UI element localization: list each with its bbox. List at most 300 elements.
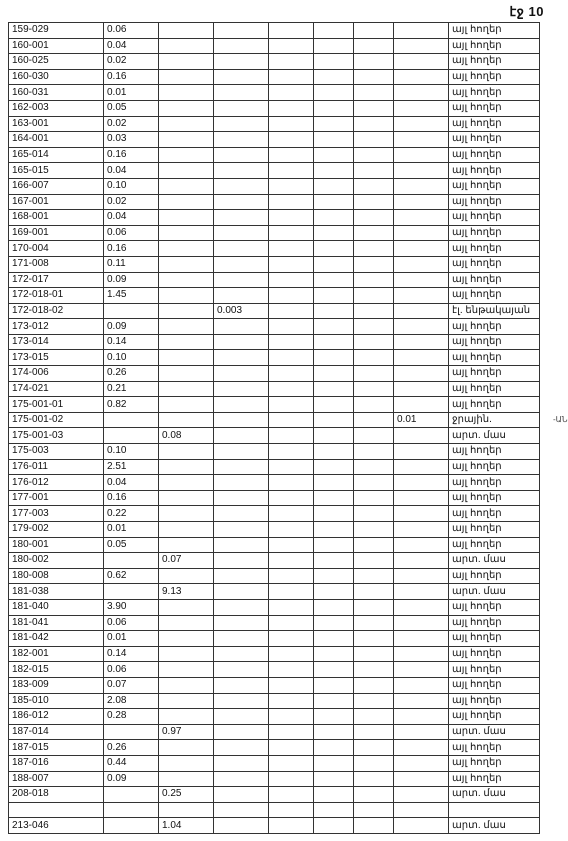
empty-column-f-cell (354, 662, 394, 678)
empty-column-d-cell (269, 818, 314, 834)
area-column-c-cell (214, 506, 269, 522)
table-row (9, 397, 540, 413)
parcel-code-cell: 186-012 (9, 709, 104, 725)
table-row (9, 428, 540, 444)
parcel-code-cell: 181-041 (9, 615, 104, 631)
area-column-b-cell (159, 116, 214, 132)
empty-column-d-cell (269, 740, 314, 756)
area-column-c-cell (214, 210, 269, 226)
empty-column-d-cell (269, 147, 314, 163)
empty-column-e-cell (314, 490, 354, 506)
area-column-b-cell (159, 69, 214, 85)
area-column-b-cell (159, 303, 214, 319)
area-column-b-cell (159, 54, 214, 70)
area-column-a-cell: 0.02 (104, 194, 159, 210)
table-row (9, 303, 540, 319)
empty-column-e-cell (314, 677, 354, 693)
land-type-cell: այլ հողեր (449, 100, 540, 116)
land-type-cell: արտ. մաս (449, 584, 540, 600)
land-type-cell: արտ. մաս (449, 428, 540, 444)
empty-column-d-cell (269, 755, 314, 771)
empty-column-d-cell (269, 553, 314, 569)
area-column-b-cell: 9.13 (159, 584, 214, 600)
area-column-a-cell: 0.16 (104, 147, 159, 163)
area-column-b-cell: 0.08 (159, 428, 214, 444)
area-column-c-cell (214, 100, 269, 116)
area-column-b-cell (159, 709, 214, 725)
empty-column-f-cell (354, 100, 394, 116)
area-column-a-cell: 0.05 (104, 100, 159, 116)
table-row (9, 584, 540, 600)
area-column-g-cell (394, 38, 449, 54)
empty-column-f-cell (354, 412, 394, 428)
area-column-a-cell: 0.11 (104, 256, 159, 272)
parcel-code-cell: 180-001 (9, 537, 104, 553)
empty-column-e-cell (314, 615, 354, 631)
area-column-b-cell (159, 646, 214, 662)
area-column-c-cell (214, 568, 269, 584)
area-column-a-cell (104, 818, 159, 834)
land-type-cell: այլ հողեր (449, 599, 540, 615)
empty-column-e-cell (314, 288, 354, 304)
empty-column-d-cell (269, 693, 314, 709)
area-column-b-cell (159, 631, 214, 647)
land-type-cell: այլ հողեր (449, 194, 540, 210)
empty-column-f-cell (354, 802, 394, 818)
empty-column-f-cell (354, 677, 394, 693)
empty-column-d-cell (269, 459, 314, 475)
parcel-code-cell: 181-038 (9, 584, 104, 600)
area-column-c-cell (214, 178, 269, 194)
area-column-c-cell (214, 256, 269, 272)
empty-column-e-cell (314, 755, 354, 771)
parcel-code-cell: 174-021 (9, 381, 104, 397)
empty-column-f-cell (354, 319, 394, 335)
land-parcel-table (8, 22, 540, 834)
land-type-cell: այլ հողեր (449, 69, 540, 85)
land-type-cell: այլ հողեր (449, 38, 540, 54)
area-column-c-cell (214, 444, 269, 460)
empty-column-e-cell (314, 397, 354, 413)
area-column-a-cell: 3.90 (104, 599, 159, 615)
land-type-cell: արտ. մաս (449, 553, 540, 569)
empty-column-f-cell (354, 194, 394, 210)
empty-column-f-cell (354, 163, 394, 179)
area-column-g-cell (394, 444, 449, 460)
area-column-c-cell (214, 163, 269, 179)
parcel-code-cell: 187-014 (9, 724, 104, 740)
table-row (9, 599, 540, 615)
area-column-g-cell (394, 225, 449, 241)
area-column-g-cell (394, 506, 449, 522)
area-column-a-cell: 0.06 (104, 662, 159, 678)
area-column-g-cell (394, 210, 449, 226)
land-type-cell: արտ. մաս (449, 787, 540, 803)
area-column-a-cell: 0.09 (104, 272, 159, 288)
area-column-a-cell: 0.04 (104, 210, 159, 226)
area-column-b-cell (159, 755, 214, 771)
area-column-c-cell (214, 194, 269, 210)
area-column-b-cell (159, 475, 214, 491)
area-column-b-cell (159, 802, 214, 818)
empty-column-d-cell (269, 584, 314, 600)
parcel-code-cell: 165-014 (9, 147, 104, 163)
parcel-code-cell: 163-001 (9, 116, 104, 132)
area-column-a-cell: 0.01 (104, 522, 159, 538)
area-column-b-cell: 1.04 (159, 818, 214, 834)
parcel-code-cell: 172-018-02 (9, 303, 104, 319)
empty-column-e-cell (314, 147, 354, 163)
table-row (9, 646, 540, 662)
land-type-cell: այլ հողեր (449, 54, 540, 70)
empty-column-e-cell (314, 116, 354, 132)
area-column-c-cell (214, 116, 269, 132)
area-column-g-cell (394, 54, 449, 70)
empty-column-f-cell (354, 459, 394, 475)
page-number: էջ 10 (509, 4, 544, 19)
area-column-b-cell (159, 412, 214, 428)
land-type-cell: այլ հողեր (449, 771, 540, 787)
empty-column-e-cell (314, 100, 354, 116)
parcel-code-cell: 174-006 (9, 366, 104, 382)
empty-column-f-cell (354, 23, 394, 39)
area-column-b-cell (159, 100, 214, 116)
table-row (9, 132, 540, 148)
area-column-b-cell (159, 178, 214, 194)
land-type-cell: էլ. ենթակայան (449, 303, 540, 319)
area-column-g-cell (394, 693, 449, 709)
empty-column-d-cell (269, 163, 314, 179)
empty-column-e-cell (314, 537, 354, 553)
area-column-c-cell (214, 38, 269, 54)
area-column-a-cell: 0.09 (104, 319, 159, 335)
land-type-cell: այլ հողեր (449, 241, 540, 257)
empty-column-f-cell (354, 444, 394, 460)
empty-column-f-cell (354, 599, 394, 615)
parcel-code-cell: 164-001 (9, 132, 104, 148)
area-column-b-cell (159, 210, 214, 226)
area-column-g-cell (394, 132, 449, 148)
empty-column-f-cell (354, 787, 394, 803)
table-row (9, 568, 540, 584)
area-column-a-cell (104, 553, 159, 569)
table-row (9, 615, 540, 631)
area-column-a-cell: 0.02 (104, 116, 159, 132)
area-column-a-cell (104, 428, 159, 444)
empty-column-f-cell (354, 755, 394, 771)
empty-column-e-cell (314, 771, 354, 787)
empty-column-d-cell (269, 272, 314, 288)
land-type-cell: այլ հողեր (449, 225, 540, 241)
land-type-cell: այլ հողեր (449, 163, 540, 179)
empty-column-f-cell (354, 522, 394, 538)
table-row (9, 350, 540, 366)
area-column-c-cell (214, 147, 269, 163)
area-column-g-cell (394, 366, 449, 382)
empty-column-f-cell (354, 818, 394, 834)
area-column-g-cell (394, 584, 449, 600)
area-column-b-cell (159, 350, 214, 366)
area-column-a-cell: 2.51 (104, 459, 159, 475)
empty-column-f-cell (354, 490, 394, 506)
area-column-c-cell (214, 319, 269, 335)
area-column-a-cell: 0.06 (104, 615, 159, 631)
parcel-code-cell: 175-001-01 (9, 397, 104, 413)
empty-column-f-cell (354, 397, 394, 413)
empty-column-e-cell (314, 444, 354, 460)
parcel-code-cell: 187-016 (9, 755, 104, 771)
empty-column-f-cell (354, 381, 394, 397)
empty-column-e-cell (314, 256, 354, 272)
empty-column-d-cell (269, 100, 314, 116)
empty-column-f-cell (354, 724, 394, 740)
area-column-b-cell (159, 693, 214, 709)
area-column-g-cell (394, 116, 449, 132)
empty-column-d-cell (269, 802, 314, 818)
area-column-c-cell (214, 381, 269, 397)
area-column-a-cell: 0.44 (104, 755, 159, 771)
table-row (9, 677, 540, 693)
area-column-a-cell: 0.82 (104, 397, 159, 413)
area-column-b-cell (159, 85, 214, 101)
area-column-a-cell: 0.10 (104, 178, 159, 194)
table-row (9, 412, 540, 428)
area-column-c-cell (214, 241, 269, 257)
area-column-a-cell: 0.06 (104, 23, 159, 39)
empty-column-f-cell (354, 475, 394, 491)
parcel-code-cell: 176-012 (9, 475, 104, 491)
empty-column-e-cell (314, 568, 354, 584)
empty-column-f-cell (354, 132, 394, 148)
empty-column-e-cell (314, 475, 354, 491)
land-type-cell: այլ հողեր (449, 646, 540, 662)
area-column-b-cell (159, 23, 214, 39)
parcel-code-cell: 179-002 (9, 522, 104, 538)
empty-column-e-cell (314, 553, 354, 569)
table-row (9, 631, 540, 647)
area-column-c-cell (214, 787, 269, 803)
table-row (9, 802, 540, 818)
area-column-b-cell (159, 194, 214, 210)
area-column-c-cell (214, 412, 269, 428)
area-column-b-cell (159, 397, 214, 413)
parcel-code-cell: 185-010 (9, 693, 104, 709)
empty-column-f-cell (354, 178, 394, 194)
table-row (9, 334, 540, 350)
area-column-a-cell: 0.10 (104, 350, 159, 366)
area-column-c-cell (214, 366, 269, 382)
area-column-g-cell (394, 241, 449, 257)
area-column-g-cell (394, 334, 449, 350)
empty-column-e-cell (314, 818, 354, 834)
empty-column-d-cell (269, 506, 314, 522)
area-column-c-cell (214, 272, 269, 288)
area-column-c-cell (214, 225, 269, 241)
area-column-b-cell (159, 319, 214, 335)
empty-column-f-cell (354, 241, 394, 257)
empty-column-e-cell (314, 194, 354, 210)
parcel-code-cell: 166-007 (9, 178, 104, 194)
empty-column-f-cell (354, 147, 394, 163)
area-column-g-cell (394, 163, 449, 179)
area-column-g-cell (394, 490, 449, 506)
empty-column-d-cell (269, 288, 314, 304)
empty-column-e-cell (314, 272, 354, 288)
empty-column-f-cell (354, 615, 394, 631)
empty-column-f-cell (354, 771, 394, 787)
empty-column-f-cell (354, 537, 394, 553)
area-column-a-cell: 1.45 (104, 288, 159, 304)
area-column-b-cell (159, 381, 214, 397)
area-column-a-cell (104, 787, 159, 803)
area-column-b-cell (159, 771, 214, 787)
area-column-a-cell: 0.14 (104, 334, 159, 350)
table-row (9, 100, 540, 116)
empty-column-e-cell (314, 709, 354, 725)
land-type-cell: այլ հողեր (449, 210, 540, 226)
table-row (9, 771, 540, 787)
land-type-cell: այլ հողեր (449, 147, 540, 163)
area-column-c-cell (214, 132, 269, 148)
empty-column-f-cell (354, 350, 394, 366)
area-column-b-cell: 0.25 (159, 787, 214, 803)
area-column-c-cell (214, 771, 269, 787)
parcel-code-cell: 167-001 (9, 194, 104, 210)
area-column-b-cell (159, 366, 214, 382)
empty-column-e-cell (314, 740, 354, 756)
parcel-code-cell: 173-015 (9, 350, 104, 366)
area-column-b-cell (159, 288, 214, 304)
table-row (9, 787, 540, 803)
area-column-b-cell (159, 38, 214, 54)
land-type-cell: այլ հողեր (449, 319, 540, 335)
empty-column-e-cell (314, 163, 354, 179)
area-column-c-cell (214, 662, 269, 678)
area-column-b-cell (159, 444, 214, 460)
area-column-b-cell (159, 256, 214, 272)
area-column-g-cell (394, 553, 449, 569)
empty-column-d-cell (269, 178, 314, 194)
table-row (9, 116, 540, 132)
parcel-code-cell: 172-018-01 (9, 288, 104, 304)
area-column-b-cell (159, 334, 214, 350)
area-column-c-cell (214, 693, 269, 709)
table-row (9, 459, 540, 475)
area-column-g-cell (394, 568, 449, 584)
empty-column-f-cell (354, 69, 394, 85)
area-column-g-cell (394, 350, 449, 366)
land-type-cell: այլ հողեր (449, 662, 540, 678)
table-row (9, 662, 540, 678)
area-column-g-cell (394, 178, 449, 194)
empty-column-f-cell (354, 54, 394, 70)
table-row (9, 537, 540, 553)
empty-column-d-cell (269, 210, 314, 226)
land-type-cell: այլ հողեր (449, 288, 540, 304)
area-column-b-cell (159, 459, 214, 475)
area-column-b-cell (159, 132, 214, 148)
empty-column-d-cell (269, 677, 314, 693)
empty-column-e-cell (314, 724, 354, 740)
area-column-c-cell (214, 818, 269, 834)
land-type-cell: այլ հողեր (449, 256, 540, 272)
empty-column-d-cell (269, 23, 314, 39)
parcel-code-cell: 173-012 (9, 319, 104, 335)
area-column-c-cell (214, 397, 269, 413)
area-column-g-cell: 0.01 (394, 412, 449, 428)
area-column-c-cell (214, 599, 269, 615)
table-row (9, 709, 540, 725)
area-column-b-cell (159, 615, 214, 631)
empty-column-d-cell (269, 69, 314, 85)
area-column-g-cell (394, 272, 449, 288)
empty-column-e-cell (314, 584, 354, 600)
empty-column-f-cell (354, 225, 394, 241)
area-column-g-cell (394, 381, 449, 397)
land-type-cell: այլ հողեր (449, 568, 540, 584)
land-type-cell: այլ հողեր (449, 506, 540, 522)
area-column-a-cell: 0.28 (104, 709, 159, 725)
area-column-c-cell (214, 459, 269, 475)
parcel-code-cell: 159-029 (9, 23, 104, 39)
area-column-g-cell (394, 631, 449, 647)
empty-column-d-cell (269, 319, 314, 335)
empty-column-f-cell (354, 709, 394, 725)
empty-column-f-cell (354, 85, 394, 101)
land-type-cell: այլ հողեր (449, 522, 540, 538)
table-row (9, 23, 540, 39)
area-column-c-cell (214, 724, 269, 740)
empty-column-e-cell (314, 132, 354, 148)
parcel-code-cell: 180-008 (9, 568, 104, 584)
parcel-code-cell: 180-002 (9, 553, 104, 569)
empty-column-e-cell (314, 38, 354, 54)
area-column-g-cell (394, 475, 449, 491)
parcel-code-cell: 160-025 (9, 54, 104, 70)
area-column-a-cell: 0.05 (104, 537, 159, 553)
area-column-g-cell (394, 662, 449, 678)
area-column-g-cell (394, 818, 449, 834)
area-column-a-cell (104, 303, 159, 319)
empty-column-f-cell (354, 740, 394, 756)
table-row (9, 256, 540, 272)
land-type-cell: այլ հողեր (449, 444, 540, 460)
land-type-cell: այլ հողեր (449, 615, 540, 631)
land-type-cell: այլ հողեր (449, 381, 540, 397)
empty-column-e-cell (314, 225, 354, 241)
land-type-cell: այլ հողեր (449, 116, 540, 132)
area-column-g-cell (394, 522, 449, 538)
area-column-c-cell (214, 490, 269, 506)
empty-column-d-cell (269, 54, 314, 70)
parcel-code-cell: 183-009 (9, 677, 104, 693)
area-column-a-cell: 0.16 (104, 241, 159, 257)
area-column-a-cell: 0.22 (104, 506, 159, 522)
empty-column-f-cell (354, 693, 394, 709)
land-type-cell: այլ հողեր (449, 350, 540, 366)
area-column-g-cell (394, 646, 449, 662)
area-column-b-cell: 0.97 (159, 724, 214, 740)
table-row (9, 225, 540, 241)
empty-column-f-cell (354, 366, 394, 382)
area-column-g-cell (394, 288, 449, 304)
table-row (9, 475, 540, 491)
area-column-g-cell (394, 787, 449, 803)
area-column-g-cell (394, 802, 449, 818)
empty-column-e-cell (314, 646, 354, 662)
area-column-b-cell (159, 225, 214, 241)
parcel-code-cell: 160-001 (9, 38, 104, 54)
